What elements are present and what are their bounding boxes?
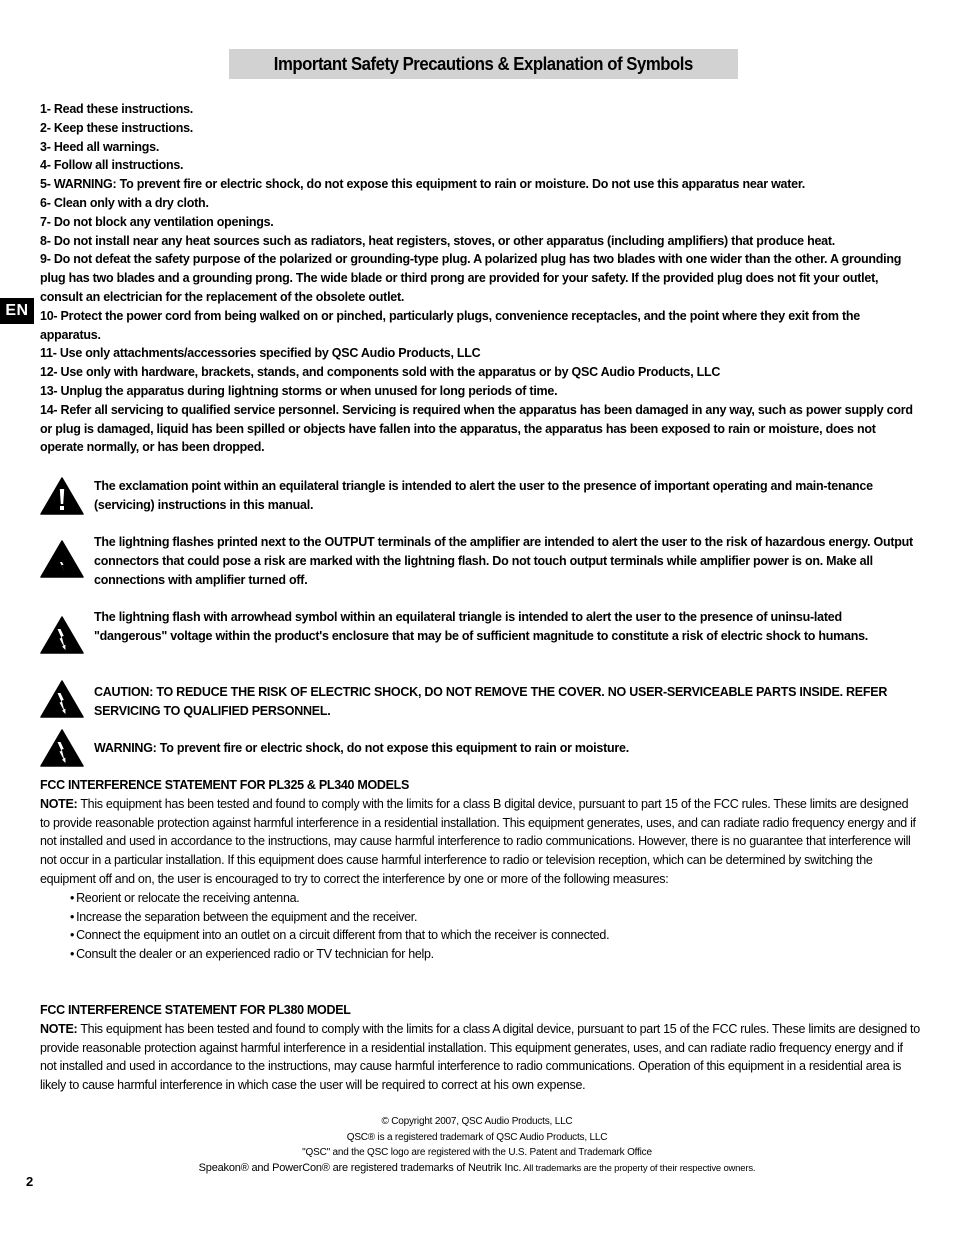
symbol-text: The lightning flashes printed next to the OUTPUT terminals of the amplifier are intended to alert the user to the risk of hazardous energy. Output connectors that could pose a risk are marked with the lightning flash. Do not touch output terminals while amplifier power is on. Make all connections with amplifier turned off. [94,535,913,587]
note-label: NOTE: [40,796,78,811]
note-label: NOTE: [40,1021,78,1036]
instruction-item: 1- Read these instructions. [40,102,194,116]
trademark-line: "QSC" and the QSC logo are registered with the U.S. Patent and Trademark Office [302,1147,652,1158]
lightning-triangle-icon [40,540,84,578]
instruction-item: 12- Use only with hardware, brackets, stands, and components sold with the apparatus or by QSC Audio Products, LLC [40,365,721,380]
fcc-note [40,1020,920,1095]
note-text: This equipment has been tested and found to comply with the limits for a class A digital device, pursuant to part 15 of the FCC rules. These limits are designed to provide reasonable protection against harmful interference in a residential installation. This equipment generates, uses, and can radiate radio frequency energy and if not installed and used in accordance to the instructions, may cause harmful interference to radio communications. Operation of this equipment in a residential area is likely to cause harmful interference in which case the user will be required to correct at his own expense. [40,1021,920,1093]
safety-instructions-list [40,100,920,457]
copyright-footer [0,1114,954,1176]
copyright-line: © Copyright 2007, QSC Audio Products, LLC [381,1116,573,1127]
note-text: This equipment has been tested and found to comply with the limits for a class B digital device, pursuant to part 15 of the FCC rules. These limits are designed to provide reasonable protection against harmful interference in a residential installation. This equipment generates, uses, and can radiate radio frequency energy and if not installed and used in accordance to the instructions, may cause harmful interference to radio communications. However, there is no guarantee that interference will not occur in a particular installation. If this equipment does cause harmful interference to radio or television reception, which can be determined by switching the equipment off and on, the user is encouraged to try to correct the interference by one or more of the following measures: [40,796,916,886]
instruction-item: 9- Do not defeat the safety purpose of the polarized or grounding-type plug. A polarized plug has two blades with one wider than the other. A grounding plug has two blades and a grounding prong. The wide blade or third prong are provided for your safety. If the provided plug does not fit your outlet, consult an electrician for the replacement of the obsolete outlet. [40,252,902,304]
instruction-item: 6- Clean only with a dry cloth. [40,195,209,210]
lightning-arrow-triangle-icon [40,680,84,718]
list-item: • Increase the separation between the equipment and the receiver. [70,909,418,924]
instruction-item: 8- Do not install near any heat sources such as radiators, heat registers, stoves, or other apparatus (including amplifiers) that produce heat. [40,233,836,248]
symbol-explanation [40,533,920,589]
instruction-item: 5- WARNING: To prevent fire or electric shock, do not expose this equipment to rain or moisture. Do not use this apparatus near water. [40,177,806,192]
symbol-explanation [40,739,920,767]
instruction-item: 3- Heed all warnings. [40,139,160,154]
bullet: • [70,909,75,924]
symbol-explanation [40,477,920,515]
trademark-line: QSC® is a registered trademark of QSC Audio Products, LLC [346,1131,608,1143]
instruction-item: 7- Do not block any ventilation openings. [40,214,274,229]
fcc-statement-class-b [40,776,920,964]
bullet: • [70,890,75,905]
page-title: Important Safety Precautions & Explanation of Symbols [273,53,694,74]
symbol-text: WARNING: To prevent fire or electric shock, do not expose this equipment to rain or moisture. [94,741,629,755]
bullet: • [70,928,75,943]
list-item: • Reorient or relocate the receiving antenna. [70,890,300,905]
instruction-item: 11- Use only attachments/accessories specified by QSC Audio Products, LLC [40,346,481,361]
lightning-arrow-triangle-icon [40,616,84,654]
bullet: • [70,947,75,962]
fcc-note [40,795,920,889]
language-tab: EN [0,298,34,324]
instruction-item: 13- Unplug the apparatus during lightning storms or when unused for long periods of time. [40,383,558,398]
list-item: • Consult the dealer or an experienced radio or TV technician for help. [70,947,434,962]
symbol-explanation [40,683,920,721]
symbol-text: The exclamation point within an equilateral triangle is intended to alert the user to the presence of important operating and main-tenance (servicing) instructions in this manual. [94,479,873,512]
symbol-explanation [40,608,920,654]
instruction-item: 2- Keep these instructions. [40,120,194,135]
instruction-item: 14- Refer all servicing to qualified service personnel. Servicing is required when the apparatus has been damaged in any way, such as power supply cord or plug is damaged, liquid has been spilled or objects have fallen into the apparatus, the apparatus has been exposed to rain or moisture, does not operate normally, or has been dropped. [40,402,913,455]
page-number: 2 [26,1174,34,1189]
symbol-text: CAUTION: TO REDUCE THE RISK OF ELECTRIC SHOCK, DO NOT REMOVE THE COVER. NO USER-SERVICEABLE PARTS INSIDE. REFER SERVICING TO QUALIFIED PERSONNEL. [94,685,888,718]
list-item: • Connect the equipment into an outlet on a circuit different from that to which the receiver is connected. [70,928,610,943]
exclamation-triangle-icon [40,477,84,515]
fcc-statement-class-a [40,1001,920,1095]
instruction-item: 4- Follow all instructions. [40,158,184,173]
section-heading: FCC INTERFERENCE STATEMENT FOR PL380 MODEL [40,1003,351,1017]
measures-list [40,889,920,964]
symbol-text: The lightning flash with arrowhead symbol within an equilateral triangle is intended to alert the user to the presence of uninsu-lated "dangerous" voltage within the product's enclosure that may be of sufficient magnitude to constitute a risk of electric shock to humans. [94,610,869,643]
title-banner [229,49,738,79]
instruction-item: 10- Protect the power cord from being walked on or pinched, particularly plugs, convenience receptacles, and the point where they exit from the apparatus. [40,308,860,342]
lightning-arrow-triangle-icon [40,729,84,767]
section-heading: FCC INTERFERENCE STATEMENT FOR PL325 & PL340 MODELS [40,778,410,792]
trademark-line: Speakon® and PowerCon® are registered trademarks of Neutrik Inc. All trademarks are the property of their respective owners. [198,1161,756,1174]
